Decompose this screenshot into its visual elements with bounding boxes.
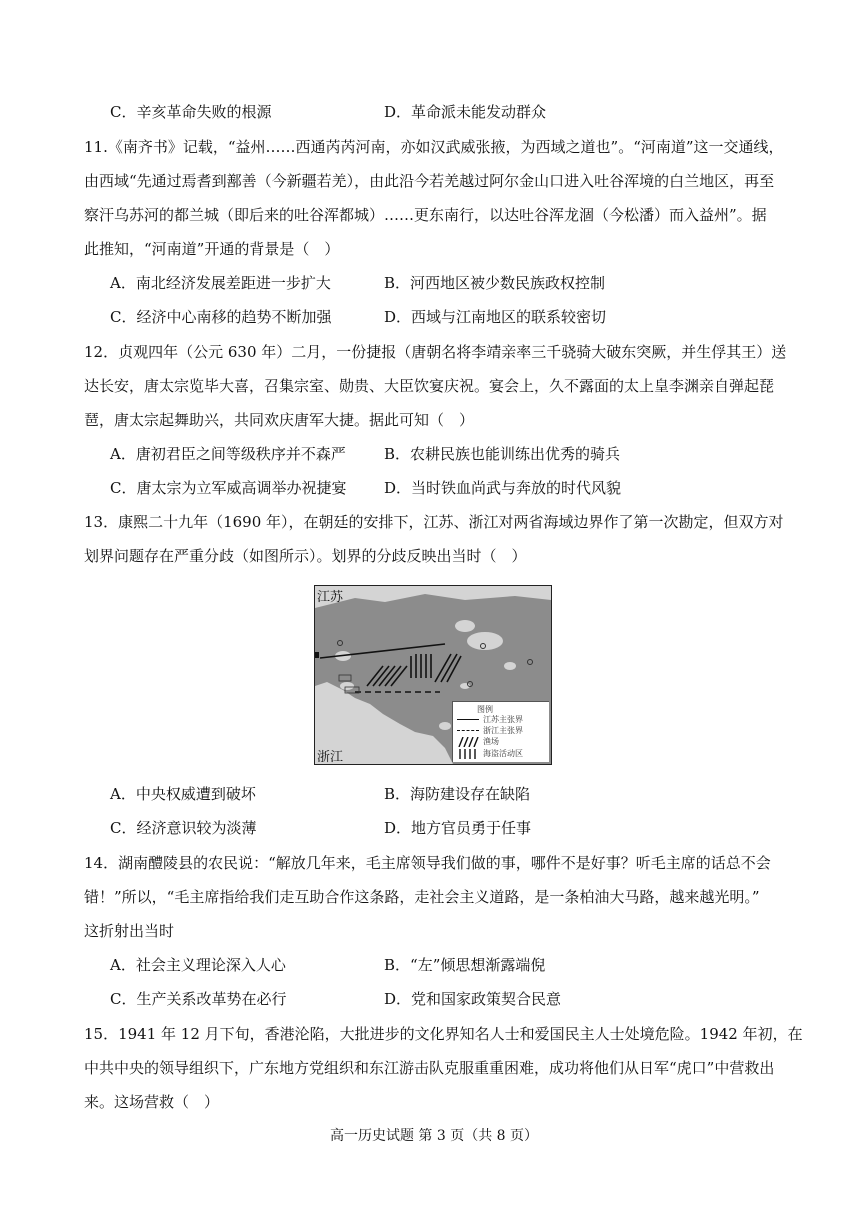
- legend-item-jiangsu: 江苏主张界: [457, 714, 547, 725]
- pirate-area-hatch: [411, 654, 431, 678]
- q12-option-b: B．农耕民族也能训练出优秀的骑兵: [384, 445, 621, 463]
- q11-option-d: D．西域与江南地区的联系较密切: [384, 308, 607, 326]
- q13-option-b: B．海防建设存在缺陷: [384, 785, 531, 803]
- page-footer: 高一历史试题 第 3 页（共 8 页）: [329, 1128, 539, 1144]
- legend-title: 图例: [477, 705, 493, 714]
- vertical-hatch-swatch: [457, 749, 479, 759]
- q12-stem-line-3: 琶，唐太宗起舞助兴，共同欢庆唐军大捷。据此可知（ ）: [84, 411, 475, 429]
- diagonal-hatch-swatch: [457, 737, 479, 747]
- q15-stem-line-3: 来。这场营救（ ）: [84, 1093, 220, 1111]
- q13-option-d: D．地方官员勇于任事: [384, 819, 532, 837]
- q13-stem-line-2: 划界问题存在严重分歧（如图所示）。划界的分歧反映出当时（ ）: [84, 547, 527, 565]
- q15-stem-line-2: 中共中央的领导组织下，广东地方党组织和东江游击队克服重重困难，成功将他们从日军“虎口”中营救出: [84, 1059, 775, 1077]
- solid-line-swatch: [457, 719, 479, 720]
- q11-stem-line-4: 此推知，“河南道”开通的背景是（ ）: [84, 240, 340, 258]
- q12-stem-line-2: 达长安，唐太宗览毕大喜，召集宗室、勋贵、大臣饮宴庆祝。宴会上，久不露面的太上皇李渊亲自弹起琵: [84, 377, 775, 395]
- q11-option-a: A．南北经济发展差距进一步扩大: [110, 274, 331, 292]
- q11-option-c: C．经济中心南移的趋势不断加强: [110, 308, 332, 326]
- dashed-line-swatch: [457, 730, 479, 731]
- q14-option-c: C．生产关系改革势在必行: [110, 990, 287, 1008]
- q14-option-a: A．社会主义理论深入人心: [110, 956, 286, 974]
- q11-stem-line-1: 11.《南齐书》记载，“益州……西通芮芮河南，亦如汉武威张掖，为西域之道也”。“河南道”这一交通线，: [84, 138, 784, 156]
- q12-option-a: A．唐初君臣之间等级秩序并不森严: [110, 445, 346, 463]
- map-label-zhejiang: 浙江: [317, 750, 344, 765]
- q13-option-a: A．中央权威遭到破坏: [110, 785, 256, 803]
- q11-stem-line-2: 由西域“先通过焉耆到鄯善（今新疆若羌），由此沿今若羌越过阿尔金山口进入吐谷浑境的白兰地区，再至: [84, 172, 775, 190]
- q14-option-d: D．党和国家政策契合民意: [384, 990, 562, 1008]
- legend-item-pirate: 海盗活动区: [457, 748, 547, 759]
- map-label-jiangsu: 江苏: [317, 590, 344, 605]
- map-legend: [452, 701, 549, 762]
- q10-option-c: C．辛亥革命失败的根源: [110, 103, 272, 121]
- q10-option-d: D．革命派未能发动群众: [384, 103, 547, 121]
- q12-option-c: C．唐太宗为立军威高调举办祝捷宴: [110, 479, 347, 497]
- q11-stem-line-3: 察汗乌苏河的都兰城（即后来的吐谷浑都城）……更东南行，以达吐谷浑龙涸（今松潘）而入益州”。据: [84, 206, 767, 224]
- q14-option-b: B．“左”倾思想渐露端倪: [384, 956, 546, 974]
- q14-stem-line-2: 错！”所以，“毛主席指给我们走互助合作这条路，走社会主义道路，是一条柏油大马路，越来越光明。”: [84, 888, 760, 906]
- q12-stem-line-1: 12．贞观四年（公元 630 年）二月，一份捷报（唐朝名将李靖亲率三千骁骑大破东突厥，并生俘其王）送: [84, 343, 787, 361]
- q13-option-c: C．经济意识较为淡薄: [110, 819, 257, 837]
- legend-item-zhejiang: 浙江主张界: [457, 725, 547, 736]
- legend-item-fishing: 渔场: [457, 736, 547, 747]
- q13-stem-line-1: 13．康熙二十九年（1690 年），在朝廷的安排下，江苏、浙江对两省海域边界作了第一次勘定，但双方对: [84, 513, 784, 531]
- q12-option-d: D．当时铁血尚武与奔放的时代风貌: [384, 479, 622, 497]
- q14-stem-line-3: 这折射出当时: [84, 922, 175, 940]
- fishing-ground-hatch: [367, 654, 461, 686]
- q14-stem-line-1: 14．湖南醴陵县的农民说：“解放几年来，毛主席领导我们做的事，哪件不是好事？听毛主席的话总不会: [84, 854, 771, 872]
- q15-stem-line-1: 15．1941 年 12 月下旬，香港沦陷，大批进步的文化界知名人士和爱国民主人士处境危险。1942 年初，在: [84, 1025, 803, 1043]
- q11-option-b: B．河西地区被少数民族政权控制: [384, 274, 606, 292]
